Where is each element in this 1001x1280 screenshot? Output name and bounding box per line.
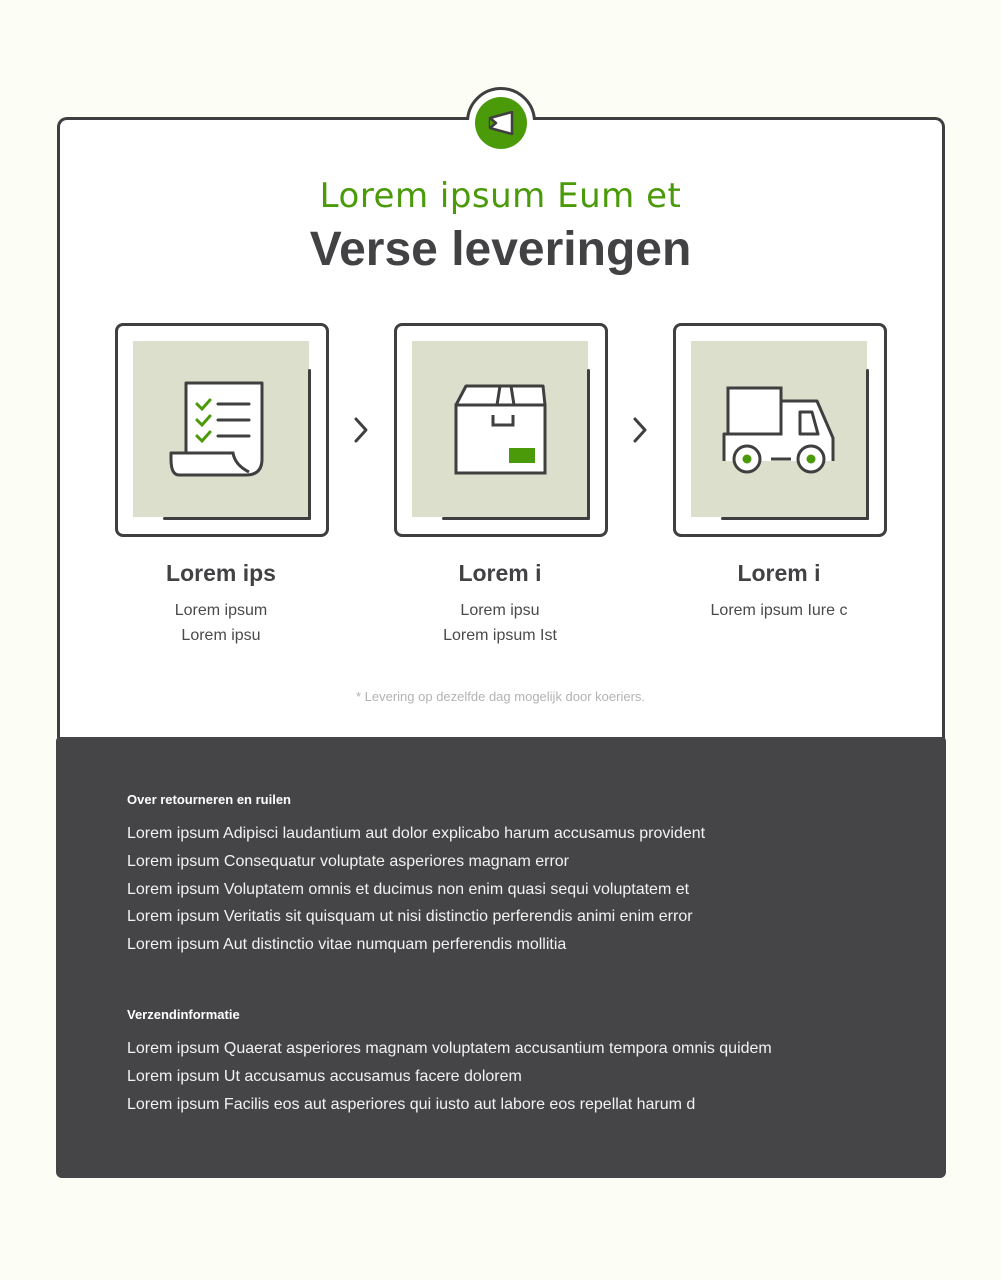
list-item: Lorem ipsum Aut distinctio vitae numquam perferendis mollitia (127, 936, 567, 954)
step-description (370, 598, 630, 648)
tile-shadow-bottom (163, 517, 311, 520)
returns-list (127, 820, 705, 959)
list-item: Lorem ipsum Ut accusamus accusamus facere dolorem (127, 1067, 522, 1085)
delivery-truck-icon (691, 341, 867, 517)
checklist-icon (133, 341, 309, 517)
step-truck (673, 323, 887, 537)
step-description (91, 598, 351, 648)
tile-shadow-bottom (442, 517, 590, 520)
list-item: Lorem ipsum Adipisci laudantium aut dolor explicabo harum accusamus provident (127, 825, 706, 842)
step-description (649, 598, 909, 623)
chevron-right-icon (352, 416, 370, 444)
section-heading-returns: Over retourneren en ruilen (127, 792, 291, 807)
kicker-text: Lorem ipsum Eum et (319, 176, 682, 216)
step-checklist (115, 323, 329, 537)
step-desc-line: Lorem ipsum (174, 602, 268, 619)
step-desc-line: Lorem ipsu (181, 627, 261, 644)
shipping-list (127, 1035, 772, 1118)
list-item: Lorem ipsum Facilis eos aut asperiores qui iusto aut labore eos repellat harum d (127, 1095, 696, 1113)
page-title: Verse leveringen (309, 223, 692, 276)
list-item: Lorem ipsum Voluptatem omnis et ducimus non enim quasi sequi voluptatem et (127, 880, 690, 898)
list-item: Lorem ipsum Consequatur voluptate asperiores magnam error (127, 852, 569, 870)
step-title: Lorem i (737, 560, 821, 586)
step-desc-line: Lorem ipsum Iure c (710, 602, 848, 619)
step-title: Lorem i (458, 560, 542, 586)
list-item: Lorem ipsum Veritatis sit quisquam ut nisi distinctio perferendis animi enim error (127, 908, 693, 926)
megaphone-icon (486, 111, 516, 135)
package-box-icon (412, 341, 588, 517)
badge (475, 97, 527, 149)
tile-shadow-bottom (721, 517, 869, 520)
list-item: Lorem ipsum Quaerat asperiores magnam voluptatem accusantium tempora omnis quidem (127, 1040, 772, 1057)
step-desc-line: Lorem ipsum Ist (443, 627, 557, 644)
step-title: Lorem ips (166, 560, 276, 586)
section-heading-shipping: Verzendinformatie (127, 1007, 240, 1022)
chevron-right-icon (631, 416, 649, 444)
footnote: * Levering op dezelfde dag mogelijk door koeriers. (355, 689, 646, 704)
step-package (394, 323, 608, 537)
step-desc-line: Lorem ipsu (460, 602, 540, 619)
